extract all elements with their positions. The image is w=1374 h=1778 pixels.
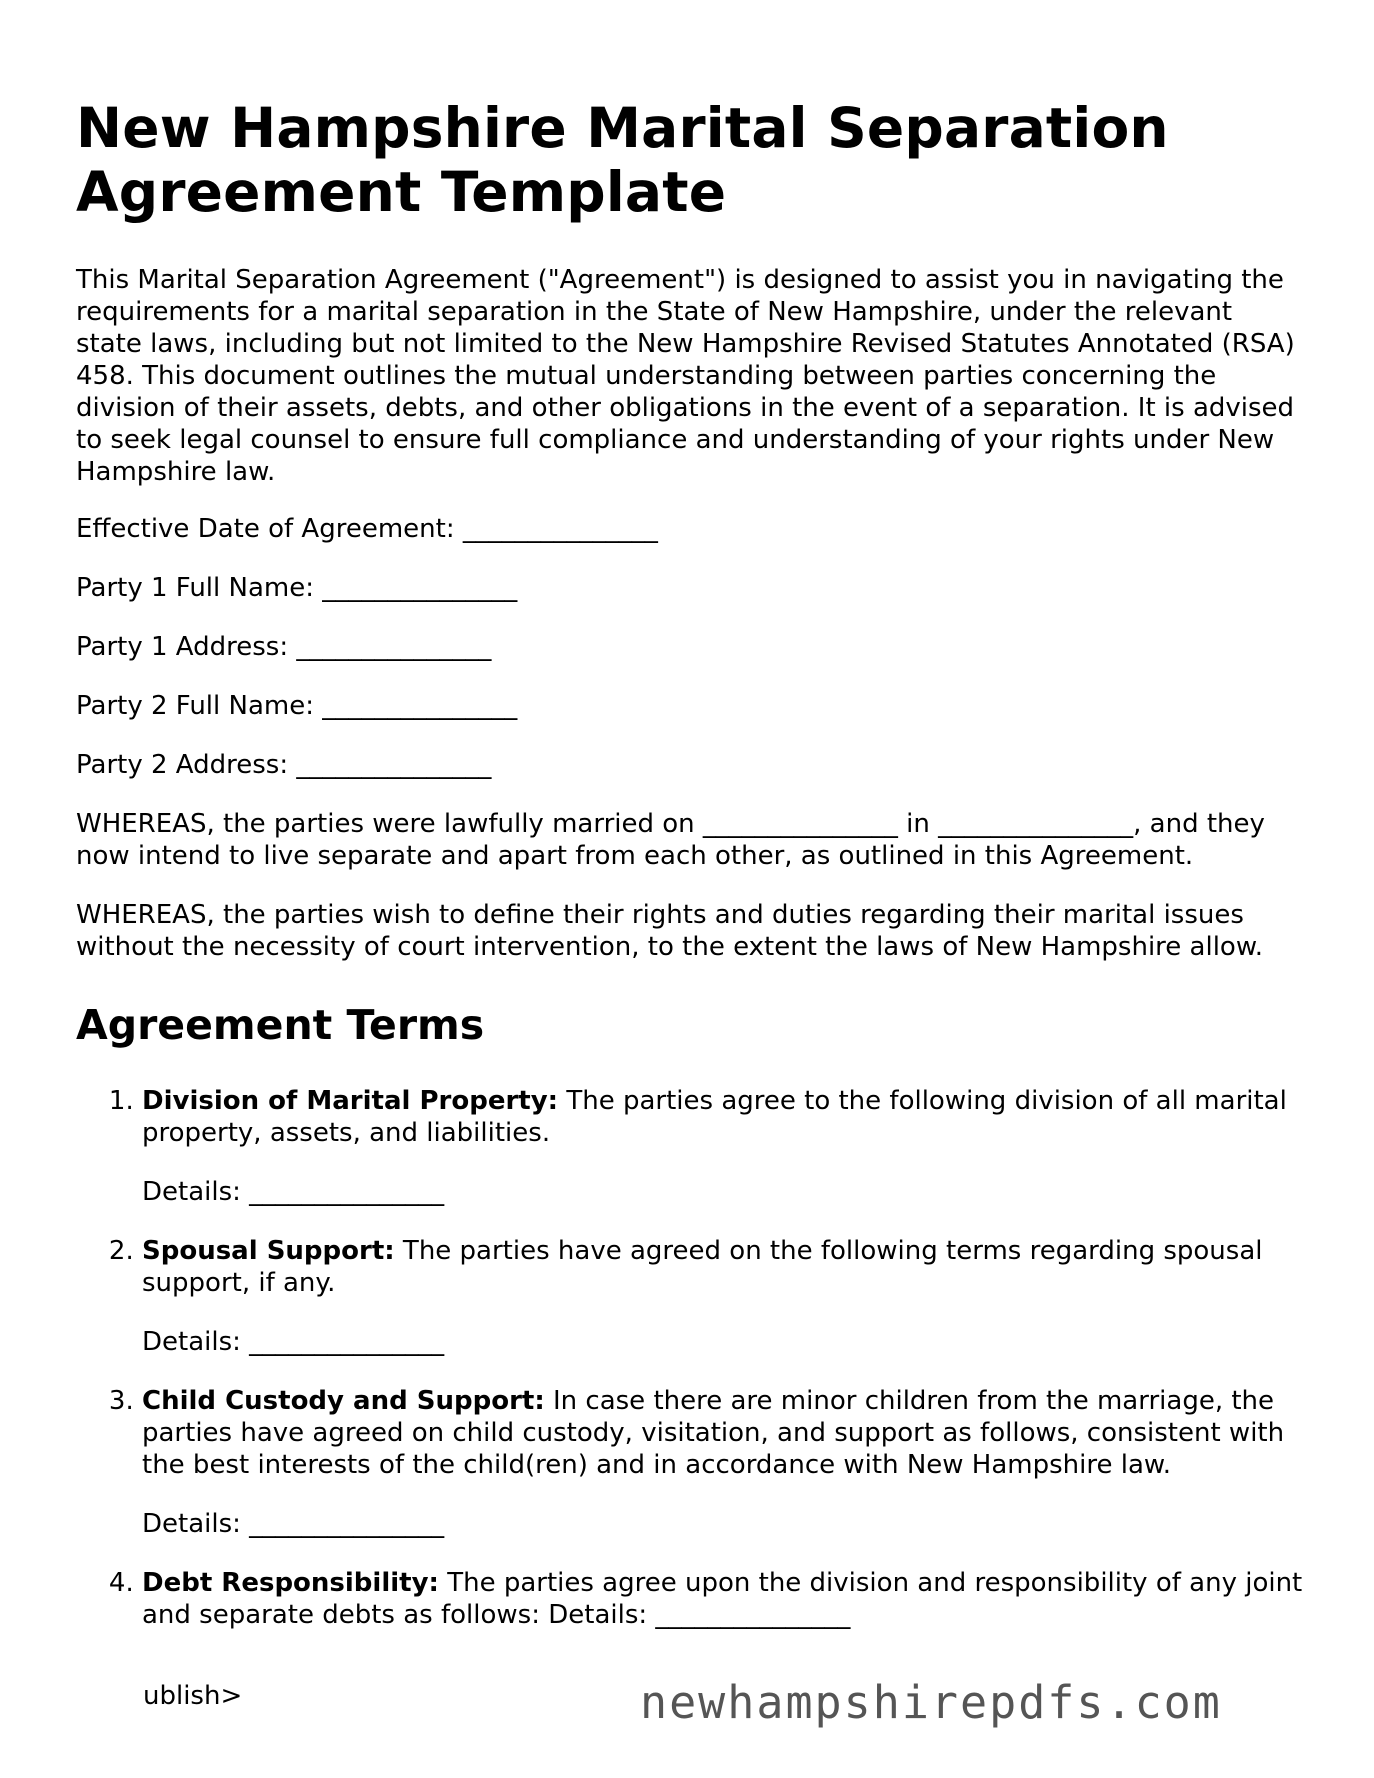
term-title: Division of Marital Property: (142, 1086, 559, 1116)
effective-date-field (76, 513, 1306, 545)
term-title: Spousal Support: (142, 1236, 395, 1266)
term-text: In case there are minor children from the marriage, the parties have agreed on child custody, visitation, and support as follows, consistent with the best interests of the child(ren) and in accordance with New Hampshire law. (142, 1386, 1285, 1480)
term-details: Details: _______________ (142, 1177, 445, 1207)
term-body (142, 1085, 1306, 1149)
agreement-terms-heading: Agreement Terms (76, 1001, 485, 1049)
term-body (142, 1385, 1306, 1481)
term-item-spousal-support (142, 1235, 1306, 1358)
whereas-rights-paragraph: WHEREAS, the parties wish to define their rights and duties regarding their marital issues without the necessity of court intervention, to the extent the laws of New Hampshire allow. (76, 900, 1263, 962)
site-watermark: newhampshirepdfs.com (640, 1676, 1222, 1729)
field-blank: _______________ (296, 750, 492, 780)
party2-name-field (76, 690, 1306, 722)
whereas-marriage-paragraph: WHEREAS, the parties were lawfully married on _______________ in _______________, and they now intend to live separate and apart from each other, as outlined in this Agreement. (76, 809, 1265, 871)
party1-address-field (76, 631, 1306, 663)
field-blank: _______________ (296, 632, 492, 662)
term-body (142, 1235, 1306, 1299)
field-label: Party 2 Full Name: (76, 691, 314, 721)
term-item-child-custody (142, 1385, 1306, 1540)
agreement-terms-list (76, 1085, 1306, 1631)
field-label: Party 2 Address: (76, 750, 289, 780)
term-text: The parties have agreed on the following terms regarding spousal support, if any. (142, 1236, 1263, 1298)
document-title: New Hampshire Marital Separation Agreement Template (76, 96, 1169, 224)
term-title: Debt Responsibility: (142, 1568, 439, 1598)
term-text: The parties agree to the following division of all marital property, assets, and liabilities. (142, 1086, 1287, 1148)
term-title: Child Custody and Support: (142, 1386, 545, 1416)
document-page (76, 96, 1306, 1658)
term-item-property (142, 1085, 1306, 1208)
field-blank: _______________ (322, 573, 518, 603)
term-body (142, 1567, 1306, 1631)
field-label: Party 1 Address: (76, 632, 289, 662)
term-details: Details: _______________ (142, 1509, 445, 1539)
party2-address-field (76, 749, 1306, 781)
field-label: Effective Date of Agreement: (76, 514, 455, 544)
term-text: The parties agree upon the division and responsibility of any joint and separate debts as follows: Details: _______________ (142, 1568, 1303, 1630)
term-item-debt (142, 1567, 1306, 1631)
party1-name-field (76, 572, 1306, 604)
term-details: Details: _______________ (142, 1327, 445, 1357)
field-blank: _______________ (462, 514, 658, 544)
trailing-text: ublish> (143, 1681, 243, 1711)
field-blank: _______________ (322, 691, 518, 721)
field-label: Party 1 Full Name: (76, 573, 314, 603)
intro-paragraph: This Marital Separation Agreement ("Agreement") is designed to assist you in navigating the requirements for a marital separation in the State of New Hampshire, under the relevant state laws, including but not limited to the New Hampshire Revised Statutes Annotated (RSA) 458. This document outlines the mutual understanding between parties concerning the division of their assets, debts, and other obligations in the event of a separation. It is advised to seek legal counsel to ensure full compliance and understanding of your rights under New Hampshire law. (76, 265, 1295, 487)
